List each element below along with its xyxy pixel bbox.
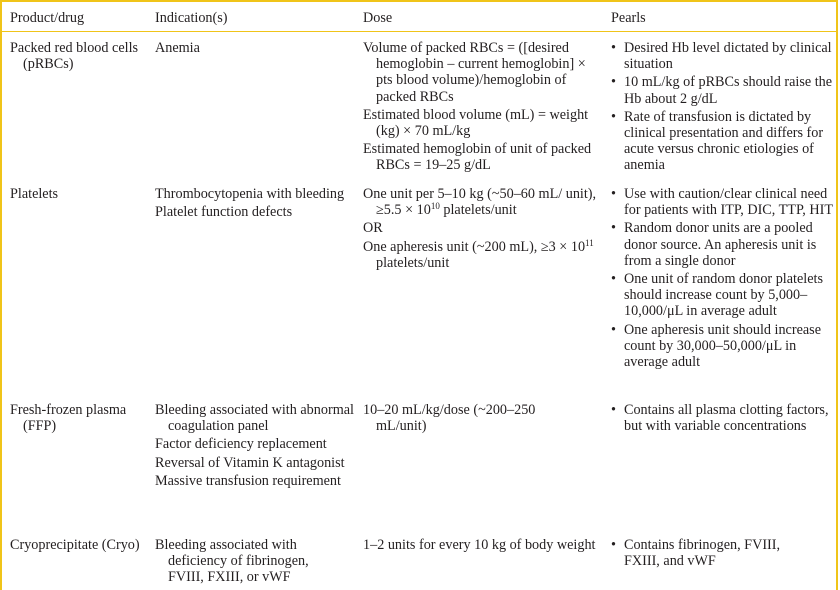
pearl-item: • Contains all plasma clotting factors, but with variable concentrations [611,402,829,435]
table-header [0,2,836,32]
pearl-item: • One unit of random donor platelets should increase count by 5,000–10,000/μL in average adult [611,271,823,320]
indication: Bleeding associated with abnormal coagulation panel [155,402,354,435]
bullet-icon: • [611,186,616,202]
indication: Platelet function defects [155,204,293,221]
pearl-item: • Random donor units are a pooled donor source. An apheresis unit is from a single donor [611,220,817,269]
pearl-item: • Contains fibrinogen, FVIII, FXIII, and vWF [611,537,781,570]
header-pearls: Pearls [611,10,646,26]
dose-line: OR [363,220,383,237]
product-name: Fresh-frozen plasma (FFP) [10,402,127,435]
dose-line: 1–2 units for every 10 kg of body weight [363,537,596,553]
dose-line: Volume of packed RBCs = ([desired hemoglobin – current hemoglobin] × pts blood volume)/hemoglobin of packed RBCs [363,40,586,105]
pearl-item: • 10 mL/kg of pRBCs should raise the Hb about 2 g/dL [611,74,833,107]
product-name: Platelets [10,186,59,202]
pearl-item: • Rate of transfusion is dictated by clinical presentation and differs for acute versus chronic etiologies of anemia [611,108,824,174]
indication: Bleeding associated with deficiency of fibrinogen, FVIII, FXIII, or vWF [155,537,309,586]
bullet-icon: • [611,271,616,288]
dose-line: 10–20 mL/kg/dose (~200–250 mL/unit) [363,402,536,435]
indication: Reversal of Vitamin K antagonist [155,454,345,471]
pearl-item: • One apheresis unit should increase count by 30,000–50,000/μL in average adult [611,321,821,371]
dose-line: Estimated blood volume (mL) = weight (kg) × 70 mL/kg [363,106,589,140]
bullet-icon: • [611,108,616,125]
header-indications: Indication(s) [155,10,228,26]
bullet-icon: • [611,40,616,56]
bullet-icon: • [611,74,616,91]
bullet-icon: • [611,402,616,418]
header-product: Product/drug [10,10,85,26]
dose-line: One apheresis unit (~200 mL), $\ge 3 \times 10^{11}$ platelets/unit [363,237,594,271]
product-name: Packed red blood cells (pRBCs) [10,40,139,73]
indication: Thrombocytopenia with bleeding [155,186,345,202]
indication: Anemia [155,40,200,56]
bullet-icon: • [611,537,616,553]
product-name: Cryoprecipitate (Cryo) [10,537,140,553]
bullet-icon: • [611,220,616,237]
indication: Massive transfusion requirement [155,472,341,489]
dose-line: One unit per 5–10 kg (~50–60 mL/ unit), $\ge 5.5 \times 10^{10}$ platelets/unit [363,186,597,219]
dose-line: Estimated hemoglobin of unit of packed RBCs = 19–25 g/dL [363,141,592,174]
header-dose: Dose [363,10,393,26]
bullet-icon: • [611,321,616,338]
indication: Factor deficiency replacement [155,436,327,453]
pearl-item: • Use with caution/clear clinical need for patients with ITP, DIC, TTP, HIT [611,186,833,219]
pearl-item: • Desired Hb level dictated by clinical situation [611,40,832,73]
